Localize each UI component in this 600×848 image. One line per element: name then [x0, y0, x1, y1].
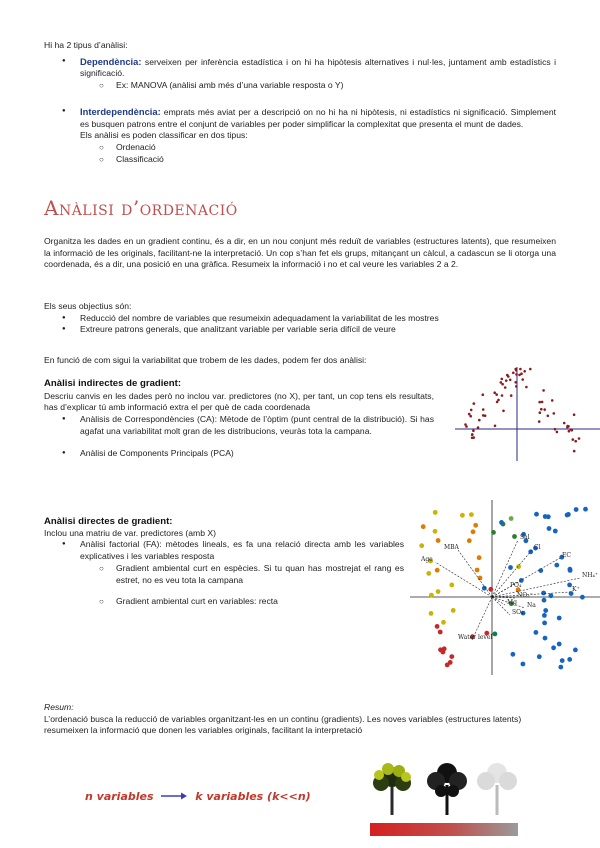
trees-gradient-illustration [362, 755, 522, 840]
biplot-point [512, 534, 517, 539]
biplot-point [543, 608, 548, 613]
biplot-point [557, 642, 562, 647]
scatter-point [504, 386, 507, 389]
scatter-point [501, 378, 504, 381]
scatter-point [514, 368, 517, 371]
funcio-text: En funció de com sigui la variabilitat que trobem de les dades, podem fer dos anàlisi: [44, 355, 367, 365]
scatter-point [484, 414, 487, 417]
biplot-label: Age [421, 556, 433, 563]
biplot-label: K⁺ [572, 586, 580, 593]
objectius-title: Els seus objectius són: [44, 301, 132, 311]
scatter-point [547, 415, 550, 418]
variables-flow [85, 791, 311, 803]
type-classificacio: ○ Classificació [44, 154, 556, 166]
section-heading: Anàlisi d’ordenació [44, 196, 238, 220]
directes-text: Inclou una matriu de var. predictores (amb X) [44, 527, 216, 538]
biplot-point [557, 616, 562, 621]
n-variables: n variables [85, 790, 154, 803]
objectiu-item: ● Extreure patrons generals, que analitzant variable per variable seria difícil de veure [44, 324, 556, 336]
dependencia-item [44, 56, 556, 80]
biplot-point [567, 657, 572, 662]
biplot-point [499, 520, 504, 525]
biplot-point [554, 563, 559, 568]
scatter-point [500, 381, 503, 384]
scatter-point [551, 399, 554, 402]
biplot-point [542, 621, 547, 626]
biplot-label: Water level [458, 634, 493, 641]
biplot-label: MBA [444, 544, 459, 551]
gradient-item-2: ○ Gradient ambiental curt en variables: recta [44, 596, 404, 608]
intro-text: Hi ha 2 tipus d’anàlisi: [44, 40, 128, 50]
scatter-point [482, 408, 485, 411]
biplot-arrow [435, 562, 492, 597]
biplot-point [493, 632, 498, 637]
biplot-label: Sal [520, 534, 530, 541]
biplot-point [467, 538, 472, 543]
biplot-point [469, 512, 474, 517]
k-variables: k variables (k<<n) [195, 790, 311, 803]
scatter-point [494, 425, 497, 428]
scatter-point [543, 408, 546, 411]
biplot-point [436, 589, 441, 594]
biplot-point [442, 646, 447, 651]
biplot-point [534, 512, 539, 517]
biplot-arrow [492, 588, 508, 597]
scatter-point [574, 440, 577, 443]
scatter-point [572, 438, 575, 441]
biplot-point [473, 523, 478, 528]
gradient-item-1: ○ Gradient ambiental curt en espècies. Si tu quan has mostrejat el rang es estret, no es veu tota la campana [44, 563, 404, 586]
biplot-point [537, 654, 542, 659]
scatter-point [539, 411, 542, 414]
biplot-point [566, 512, 571, 517]
biplot-point [433, 529, 438, 534]
scatter-point [556, 431, 559, 434]
scatter-point [506, 374, 509, 377]
biplot-point [429, 593, 434, 598]
biplot-point [460, 513, 465, 518]
fa-biplot [410, 500, 600, 675]
biplot-arrow [492, 597, 505, 605]
biplot-label: Mg [507, 599, 517, 606]
biplot-point [543, 636, 548, 641]
dependencia-text: serveixen per inferència estadística i on hi ha hipòtesis alternatives i nul·les, juntament amb estadístics i significació. [80, 56, 556, 79]
objectius [44, 301, 556, 336]
biplot-point [488, 587, 493, 592]
directes-title: Anàlisi directes de gradient: [44, 516, 173, 527]
biplot-point [511, 652, 516, 657]
scatter-point [493, 391, 496, 394]
scatter-point [471, 437, 474, 440]
biplot-label: SO₄ [512, 609, 524, 616]
biplot-point [475, 568, 480, 573]
tree-icon [477, 763, 517, 815]
scatter-point [501, 394, 504, 397]
biplot-point [421, 524, 426, 529]
biplot-point [435, 624, 440, 629]
biplot-point [491, 530, 496, 535]
scatter-point [538, 420, 541, 423]
scatter-point [529, 368, 532, 371]
biplot-point [574, 507, 579, 512]
scatter-point [510, 394, 513, 397]
biplot-point [438, 630, 443, 635]
scatter-point [519, 368, 522, 371]
scatter-point [573, 450, 576, 453]
biplot-point [419, 543, 424, 548]
scatter-point [472, 429, 475, 432]
biplot-point [580, 595, 585, 600]
type-ordenacio: ○ Ordenació [44, 142, 556, 154]
biplot-point [451, 608, 456, 613]
scatter-point [495, 393, 498, 396]
scatter-point [553, 412, 556, 415]
resum [44, 702, 556, 737]
scatter-point [468, 413, 471, 416]
biplot-label: Na [527, 602, 536, 609]
biplot-label: EC [562, 552, 571, 559]
dependencia-example: ○ Ex: MANOVA (anàlisi amb més d’una variable resposta o Y) [44, 80, 556, 92]
biplot-arrow [492, 578, 580, 597]
intro [44, 40, 556, 165]
biplot-point [551, 645, 556, 650]
biplot-label: NO₃⁻ [517, 592, 533, 599]
scatter-point [512, 372, 515, 375]
scatter-point [540, 408, 543, 411]
biplot-point [508, 565, 513, 570]
scatter-point [515, 385, 518, 388]
scatter-point [471, 433, 474, 436]
dependencia-term: Dependència: [80, 55, 142, 67]
scatter-point [568, 430, 571, 433]
biplot-label: PO₄ [510, 582, 522, 589]
scatter-point [505, 379, 508, 382]
biplot-point [583, 507, 588, 512]
biplot-point [426, 571, 431, 576]
scatter-point [502, 410, 505, 413]
biplot-point [568, 567, 573, 572]
biplot-point [547, 526, 552, 531]
fa-item: ● Anàlisi factorial (FA): mètodes lineals, es fa una relació directa amb les variables explicatives i les variables resposta [44, 539, 404, 562]
biplot-point [534, 630, 539, 635]
scatter-point [477, 426, 480, 429]
scatter-point [521, 378, 524, 381]
biplot-point [573, 648, 578, 653]
ca-item: ● Anàlisis de Correspondències (CA): Mètode de l’òptim (punt central de la distribució). Si has agafat una variabilitat molt gran de les distribucions, veuràs tota la campana. [44, 414, 434, 437]
pca-item: ● Anàlisi de Components Principals (PCA) [44, 448, 434, 460]
indirectes-text: Descriu canvis en les dades però no inclou var. predictores (no X), per tant, un cop tens els resultats, has d’explicar tú amb informació extra el per què de cada coordenada [44, 390, 434, 413]
scatter-point [497, 399, 500, 402]
biplot-point [436, 538, 441, 543]
biplot-point [546, 514, 551, 519]
interdependencia-text: emprats més aviat per a descripció on no hi ha ni hipòtesis, ni estadístics ni significació. Simplement es busquen patrons entre el conjunt de variables per poder simplificar la complexitat que presenta el munt de dades. [80, 106, 556, 129]
scatter-point [514, 381, 517, 384]
biplot-point [449, 583, 454, 588]
scatter-point [509, 379, 512, 382]
scatter-point [578, 437, 581, 440]
scatter-point [465, 425, 468, 428]
biplot-point [553, 529, 558, 534]
interdependencia-term: Interdependència: [80, 105, 161, 117]
biplot-arrow [492, 550, 532, 597]
scatter-point [523, 370, 526, 373]
biplot-point [477, 555, 482, 560]
scatter-point [566, 426, 569, 429]
biplot-arrow [458, 550, 492, 597]
biplot-point [433, 510, 438, 515]
arrow-right-icon [161, 791, 187, 803]
resum-label: Resum: [44, 702, 74, 712]
biplot-point [478, 576, 483, 581]
scatter-point [571, 429, 574, 432]
scatter-point [541, 401, 544, 404]
directes-section [44, 516, 404, 608]
interdependencia-item [44, 106, 556, 142]
tree-icon [427, 763, 467, 815]
biplot-point [542, 613, 547, 618]
resum-text: L’ordenació busca la reducció de variables organitzant-les en un continu (gradients). Les noves variables (estructures latents) resumeixen la informació que donen les variables originals, facilitant la interpretació [44, 713, 522, 736]
biplot-label: Cl [534, 544, 541, 551]
classif-text: Els anàlisi es poden classificar en dos tipus: [80, 130, 248, 141]
scatter-point [563, 422, 566, 425]
scatter-point [470, 409, 473, 412]
biplot-point [509, 516, 514, 521]
biplot-point [542, 598, 547, 603]
biplot-point [435, 568, 440, 573]
biplot-point [558, 665, 563, 670]
biplot-point [429, 611, 434, 616]
biplot-point [441, 620, 446, 625]
scatter-point [482, 393, 485, 396]
scatter-point [469, 415, 472, 418]
ca-scatter-plot [455, 363, 600, 463]
scatter-point [478, 419, 481, 422]
biplot-point [516, 564, 521, 569]
biplot-point [541, 591, 546, 596]
biplot-point [449, 654, 454, 659]
paragraph-ordenacio: Organitza les dades en un gradient continu, és a dir, en un nou conjunt més reduït de variables (estructures latents), que resumeixen la informació de les originals, facilitant-ne la interpretació. Un cop s’han fet els grups, mitançant un càlcul, a cadascun se li otorga una coordenada, és a dir, una posició en una gràfica. Resumeix la informació i no et cal veure les variables 2 a 2. [44, 236, 556, 270]
scatter-point [515, 373, 518, 376]
scatter-point [538, 401, 541, 404]
objectiu-item: ● Reducció del nombre de variables que resumeixin adequadament la variabilitat de les mostres [44, 313, 556, 325]
scatter-point [542, 389, 545, 392]
scatter-point [525, 386, 528, 389]
scatter-point [573, 413, 576, 416]
tree-icon [373, 763, 411, 815]
biplot-label: NH₄⁺ [582, 572, 599, 579]
biplot-point [445, 663, 450, 668]
scatter-point [473, 402, 476, 405]
biplot-point [560, 658, 565, 663]
indirectes-section [44, 378, 434, 459]
biplot-point [471, 529, 476, 534]
biplot-point [549, 593, 554, 598]
scatter-point [554, 428, 557, 431]
biplot-point [521, 662, 526, 667]
scatter-point [518, 374, 521, 377]
indirectes-title: Anàlisi indirectes de gradient: [44, 378, 182, 389]
